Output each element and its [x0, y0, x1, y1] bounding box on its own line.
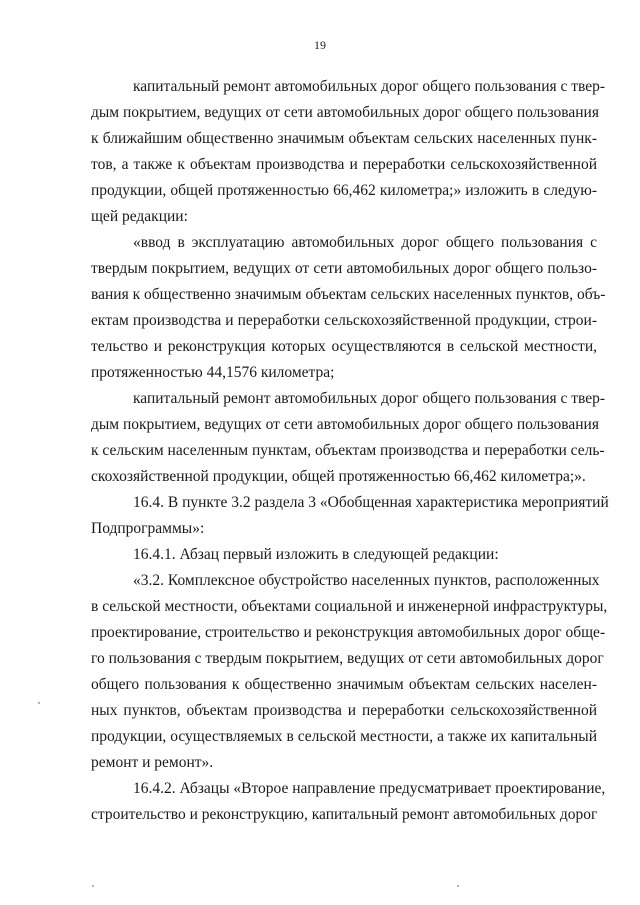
text-line: скохозяйственной продукции, общей протяженностью 66,462 километра;». — [91, 468, 586, 485]
page-number: 19 — [314, 38, 326, 52]
text-line: капитальный ремонт автомобильных дорог общего пользования с твер- — [133, 390, 606, 407]
text-line: капитальный ремонт автомобильных дорог общего пользования с твер- — [133, 78, 606, 95]
text-line: проектирование, строительство и реконструкция автомобильных дорог обще- — [91, 624, 606, 641]
text-line: твердым покрытием, ведущих от сети автомобильных дорог общего пользо- — [91, 260, 597, 277]
text-line: в сельской местности, объектами социальной и инженерной инфраструктуры, — [91, 598, 608, 615]
text-line: дым покрытием, ведущих от сети автомобильных дорог общего пользования — [91, 104, 599, 121]
text-line: 16.4.2. Абзацы «Второе направление предусматривает проектирование, — [133, 780, 606, 797]
text-line: 16.4. В пункте 3.2 раздела 3 «Обобщенная характеристика мероприятий — [133, 494, 609, 511]
text-line: к ближайшим общественно значимым объектам сельских населенных пунк- — [91, 130, 597, 147]
text-line: щей редакции: — [91, 208, 188, 225]
text-line: тов, а также к объектам производства и переработки сельскохозяйственной — [91, 156, 597, 173]
scan-speck — [92, 885, 94, 887]
text-line: продукции, общей протяженностью 66,462 километра;» изложить в следую- — [91, 182, 597, 199]
scan-speck — [457, 885, 459, 887]
text-line: ектам производства и переработки сельскохозяйственной продукции, строи- — [91, 312, 597, 329]
text-line: протяженностью 44,1576 километра; — [91, 364, 335, 381]
text-line: 16.4.1. Абзац первый изложить в следующей редакции: — [133, 546, 499, 563]
text-line: к сельским населенным пунктам, объектам производства и переработки сель- — [91, 442, 605, 459]
text-line: дым покрытием, ведущих от сети автомобильных дорог общего пользования — [91, 416, 599, 433]
text-line: Подпрограммы»: — [91, 520, 205, 537]
text-line: ремонт и ремонт». — [91, 754, 214, 771]
scan-speck — [38, 702, 40, 704]
text-line: го пользования с твердым покрытием, ведущих от сети автомобильных дорог — [91, 650, 604, 667]
text-line: «3.2. Комплексное обустройство населенных пунктов, расположенных — [133, 572, 600, 589]
text-line: тельство и реконструкция которых осуществляются в сельской местности, — [91, 338, 597, 355]
text-line: продукции, осуществляемых в сельской местности, а также их капитальный — [91, 728, 597, 745]
text-line: строительство и реконструкцию, капитальный ремонт автомобильных дорог — [91, 806, 598, 823]
text-line: ных пунктов, объектам производства и переработки сельскохозяйственной — [91, 702, 597, 719]
text-line: вания к общественно значимым объектам сельских населенных пунктов, объ- — [91, 286, 606, 303]
text-line: «ввод в эксплуатацию автомобильных дорог общего пользования с — [133, 234, 597, 251]
text-line: общего пользования к общественно значимым объектам сельских населен- — [91, 676, 597, 693]
